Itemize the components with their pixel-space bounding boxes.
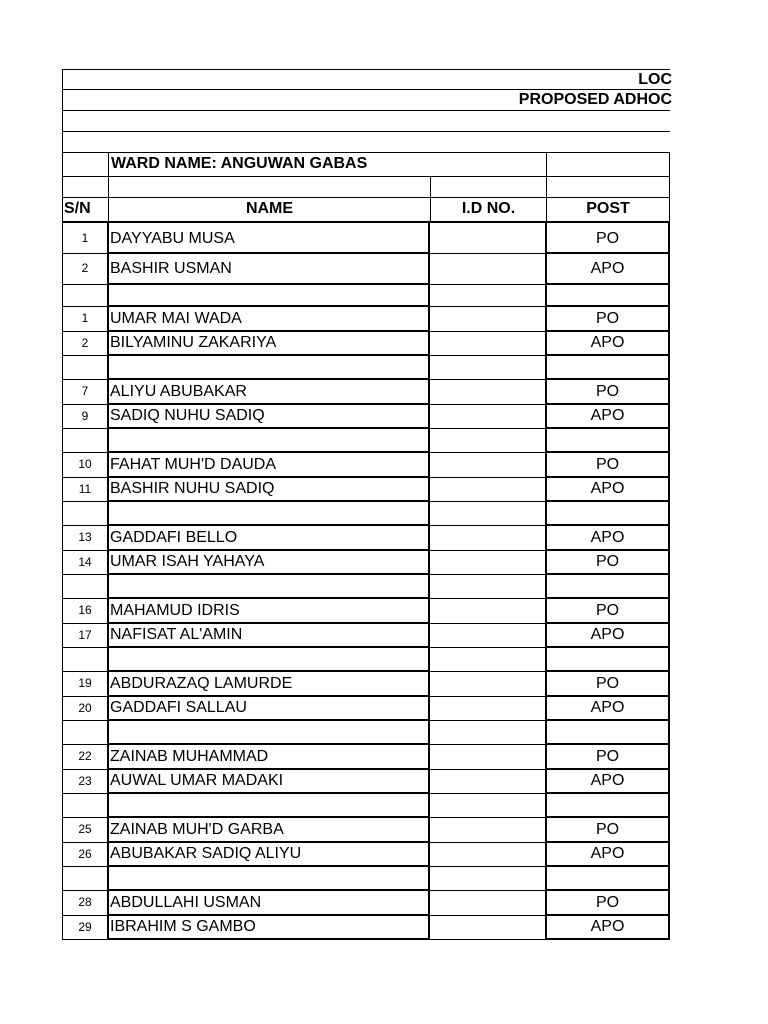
row-name: NAFISAT AL'AMIN (107, 624, 430, 648)
row-id-number (430, 818, 545, 843)
row-name: GADDAFI BELLO (107, 526, 430, 551)
row-serial-number: 1 (62, 307, 107, 332)
row-name: ABDURAZAQ LAMURDE (107, 672, 430, 697)
table-row (62, 891, 670, 916)
row-post: APO (545, 332, 670, 356)
row-name: GADDAFI SALLAU (107, 697, 430, 721)
table-row (62, 380, 670, 405)
row-post: APO (545, 770, 670, 794)
row-post: PO (545, 891, 670, 916)
row-name: UMAR MAI WADA (107, 307, 430, 332)
row-name: BILYAMINU ZAKARIYA (107, 332, 430, 356)
row-name (107, 648, 430, 672)
row-id-number (430, 770, 545, 794)
title-row-1 (62, 69, 670, 90)
row-name: ABDULLAHI USMAN (107, 891, 430, 916)
row-id-number (430, 794, 545, 818)
table-row (62, 453, 670, 478)
row-id-number (430, 526, 545, 551)
row-serial-number: 28 (62, 891, 107, 916)
row-serial-number (62, 285, 107, 307)
row-id-number (430, 478, 545, 502)
blank-columns-row (62, 177, 670, 198)
table-row (62, 843, 670, 867)
row-post: PO (545, 307, 670, 332)
column-header-name: NAME (108, 198, 430, 222)
row-id-number (430, 745, 545, 770)
row-post: APO (545, 405, 670, 429)
row-name: DAYYABU MUSA (107, 221, 430, 254)
row-id-number (430, 551, 545, 575)
row-serial-number: 2 (62, 332, 107, 356)
row-post: PO (545, 453, 670, 478)
column-header-post: POST (546, 198, 670, 222)
row-post: PO (545, 551, 670, 575)
row-post: APO (545, 843, 670, 867)
row-name (107, 575, 430, 599)
row-id-number (430, 721, 545, 745)
row-post: APO (545, 254, 670, 285)
title-line-1: LOC (638, 71, 672, 88)
row-id-number (430, 356, 545, 380)
row-name: ALIYU ABUBAKAR (107, 380, 430, 405)
row-serial-number: 17 (62, 624, 107, 648)
row-name: FAHAT MUH'D DAUDA (107, 453, 430, 478)
row-serial-number: 7 (62, 380, 107, 405)
column-header-id: I.D NO. (430, 198, 546, 222)
blank-row-2 (62, 132, 670, 153)
row-serial-number: 22 (62, 745, 107, 770)
row-serial-number: 13 (62, 526, 107, 551)
row-post: APO (545, 624, 670, 648)
row-post (545, 356, 670, 380)
row-name: SADIQ NUHU SADIQ (107, 405, 430, 429)
table-row (62, 770, 670, 794)
row-name (107, 502, 430, 526)
row-post: PO (545, 221, 670, 254)
blank-name-cell (108, 177, 430, 197)
ward-post-cell (546, 153, 670, 176)
table-row (62, 502, 670, 526)
row-id-number (430, 672, 545, 697)
spreadsheet-header (62, 69, 670, 222)
column-header-row (62, 198, 670, 222)
row-post: APO (545, 916, 670, 940)
column-header-sn: S/N (64, 200, 91, 217)
row-name: MAHAMUD IDRIS (107, 599, 430, 624)
row-serial-number: 25 (62, 818, 107, 843)
row-id-number (430, 429, 545, 453)
row-id-number (430, 307, 545, 332)
table-row (62, 221, 670, 254)
row-serial-number: 26 (62, 843, 107, 867)
row-name: BASHIR NUHU SADIQ (107, 478, 430, 502)
row-id-number (430, 453, 545, 478)
row-name (107, 794, 430, 818)
table-row (62, 916, 670, 940)
table-row (62, 599, 670, 624)
row-name: ZAINAB MUHAMMAD (107, 745, 430, 770)
table-row (62, 285, 670, 307)
row-id-number (430, 843, 545, 867)
row-id-number (430, 332, 545, 356)
table-row (62, 672, 670, 697)
row-serial-number (62, 867, 107, 891)
row-post: PO (545, 599, 670, 624)
ward-name-label: WARD NAME: ANGUWAN GABAS (111, 155, 368, 172)
row-id-number (430, 380, 545, 405)
row-name: BASHIR USMAN (107, 254, 430, 285)
row-serial-number: 14 (62, 551, 107, 575)
row-serial-number: 19 (62, 672, 107, 697)
row-serial-number (62, 575, 107, 599)
row-id-number (430, 916, 545, 940)
title-line-2: PROPOSED ADHOC (518, 91, 672, 108)
table-row (62, 356, 670, 380)
table-row (62, 867, 670, 891)
row-id-number (430, 502, 545, 526)
row-serial-number (62, 648, 107, 672)
row-name: IBRAHIM S GAMBO (107, 916, 430, 940)
row-name (107, 429, 430, 453)
ward-row (62, 153, 670, 177)
row-post: APO (545, 478, 670, 502)
row-name (107, 867, 430, 891)
row-id-number (430, 624, 545, 648)
row-post: PO (545, 672, 670, 697)
data-table (62, 221, 670, 940)
table-row (62, 332, 670, 356)
row-serial-number: 9 (62, 405, 107, 429)
row-post (545, 721, 670, 745)
row-serial-number (62, 502, 107, 526)
table-row (62, 721, 670, 745)
table-row (62, 429, 670, 453)
row-serial-number: 11 (62, 478, 107, 502)
table-row (62, 307, 670, 332)
row-serial-number: 2 (62, 254, 107, 285)
row-post: PO (545, 380, 670, 405)
row-serial-number: 29 (62, 916, 107, 940)
table-row (62, 526, 670, 551)
row-id-number (430, 285, 545, 307)
blank-row-1 (62, 111, 670, 132)
table-row (62, 648, 670, 672)
row-id-number (430, 254, 545, 285)
row-id-number (430, 599, 545, 624)
table-row (62, 551, 670, 575)
ward-name-cell (108, 153, 430, 176)
blank-post-cell (546, 177, 670, 197)
row-id-number (430, 891, 545, 916)
row-id-number (430, 697, 545, 721)
row-post: APO (545, 697, 670, 721)
table-row (62, 405, 670, 429)
row-name: ZAINAB MUH'D GARBA (107, 818, 430, 843)
row-post (545, 429, 670, 453)
row-serial-number (62, 356, 107, 380)
table-row (62, 818, 670, 843)
row-serial-number: 16 (62, 599, 107, 624)
row-serial-number: 23 (62, 770, 107, 794)
row-id-number (430, 867, 545, 891)
row-serial-number: 1 (62, 221, 107, 254)
row-name (107, 285, 430, 307)
row-id-number (430, 221, 545, 254)
row-serial-number (62, 794, 107, 818)
table-row (62, 478, 670, 502)
row-id-number (430, 405, 545, 429)
row-post (545, 285, 670, 307)
table-row (62, 575, 670, 599)
row-post: APO (545, 526, 670, 551)
row-post (545, 794, 670, 818)
row-id-number (430, 575, 545, 599)
table-row (62, 697, 670, 721)
table-row (62, 745, 670, 770)
row-post: PO (545, 745, 670, 770)
table-row (62, 624, 670, 648)
table-row (62, 794, 670, 818)
row-name (107, 356, 430, 380)
row-serial-number: 20 (62, 697, 107, 721)
row-id-number (430, 648, 545, 672)
row-name: ABUBAKAR SADIQ ALIYU (107, 843, 430, 867)
row-post (545, 867, 670, 891)
row-serial-number (62, 429, 107, 453)
row-serial-number (62, 721, 107, 745)
row-post (545, 502, 670, 526)
table-row (62, 254, 670, 285)
row-serial-number: 10 (62, 453, 107, 478)
blank-id-cell (430, 177, 546, 197)
row-name: AUWAL UMAR MADAKI (107, 770, 430, 794)
row-post: PO (545, 818, 670, 843)
row-post (545, 648, 670, 672)
row-post (545, 575, 670, 599)
row-name: UMAR ISAH YAHAYA (107, 551, 430, 575)
row-name (107, 721, 430, 745)
title-row-2 (62, 90, 670, 111)
